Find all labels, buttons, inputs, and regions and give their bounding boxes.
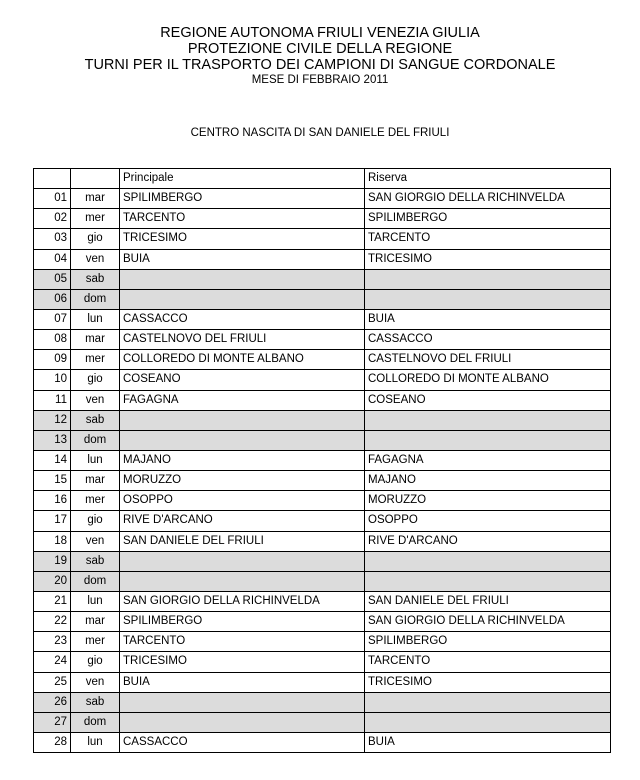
weekday-cell: ven [71,531,120,551]
weekday-cell: dom [71,712,120,732]
riserva-cell: RIVE D'ARCANO [365,531,611,551]
table-row [34,571,611,591]
day-cell: 17 [34,511,71,531]
principale-cell [120,692,365,712]
principale-cell: MORUZZO [120,471,365,491]
weekday-cell: sab [71,410,120,430]
day-cell: 06 [34,289,71,309]
day-cell: 02 [34,209,71,229]
day-cell: 26 [34,692,71,712]
table-row [34,269,611,289]
weekday-cell: ven [71,390,120,410]
table-row [34,692,611,712]
riserva-cell [365,410,611,430]
riserva-cell: SPILIMBERGO [365,209,611,229]
weekday-cell: mar [71,330,120,350]
riserva-cell [365,430,611,450]
table-row [34,551,611,571]
principale-cell [120,269,365,289]
day-cell: 20 [34,571,71,591]
principale-cell [120,571,365,591]
principale-cell: COSEANO [120,370,365,390]
day-cell: 21 [34,591,71,611]
day-cell: 16 [34,491,71,511]
weekday-cell: lun [71,309,120,329]
table-row [34,390,611,410]
table-row [34,410,611,430]
principale-cell: SPILIMBERGO [120,612,365,632]
weekday-cell: sab [71,551,120,571]
table-row [34,591,611,611]
weekday-cell: sab [71,692,120,712]
principale-cell: COLLOREDO DI MONTE ALBANO [120,350,365,370]
weekday-cell: ven [71,249,120,269]
day-cell: 12 [34,410,71,430]
day-cell: 24 [34,652,71,672]
riserva-cell: CASSACCO [365,330,611,350]
day-cell: 28 [34,732,71,752]
weekday-cell: dom [71,571,120,591]
table-row [34,370,611,390]
header-region: REGIONE AUTONOMA FRIULI VENEZIA GIULIA [160,25,480,41]
riserva-cell: SAN GIORGIO DELLA RICHINVELDA [365,612,611,632]
header-day [34,169,71,189]
riserva-cell [365,692,611,712]
riserva-cell: CASTELNOVO DEL FRIULI [365,350,611,370]
principale-cell [120,289,365,309]
weekday-cell: gio [71,229,120,249]
riserva-cell: COSEANO [365,390,611,410]
principale-cell: TARCENTO [120,632,365,652]
table-row [34,652,611,672]
principale-cell: BUIA [120,672,365,692]
weekday-cell: mer [71,491,120,511]
day-cell: 23 [34,632,71,652]
principale-cell: RIVE D'ARCANO [120,511,365,531]
riserva-cell: FAGAGNA [365,450,611,470]
table-row [34,209,611,229]
principale-cell: MAJANO [120,450,365,470]
riserva-cell: COLLOREDO DI MONTE ALBANO [365,370,611,390]
day-cell: 22 [34,612,71,632]
table-row [34,672,611,692]
table-row [34,712,611,732]
table-row [34,450,611,470]
principale-cell [120,712,365,732]
day-cell: 25 [34,672,71,692]
day-cell: 14 [34,450,71,470]
day-cell: 09 [34,350,71,370]
weekday-cell: ven [71,672,120,692]
day-cell: 13 [34,430,71,450]
day-cell: 05 [34,269,71,289]
day-cell: 01 [34,189,71,209]
table-row [34,189,611,209]
weekday-cell: mar [71,189,120,209]
principale-cell: SAN GIORGIO DELLA RICHINVELDA [120,591,365,611]
principale-cell [120,551,365,571]
day-cell: 18 [34,531,71,551]
weekday-cell: sab [71,269,120,289]
table-row [34,249,611,269]
header-month: MESE DI FEBBRAIO 2011 [251,74,389,86]
table-row [34,471,611,491]
principale-cell: BUIA [120,249,365,269]
table-row [34,612,611,632]
table-row [34,229,611,249]
riserva-cell: SAN GIORGIO DELLA RICHINVELDA [365,189,611,209]
header-weekday [71,169,120,189]
weekday-cell: lun [71,450,120,470]
day-cell: 03 [34,229,71,249]
table-row [34,511,611,531]
weekday-cell: lun [71,732,120,752]
table-row [34,430,611,450]
principale-cell [120,410,365,430]
riserva-cell: TRICESIMO [365,249,611,269]
riserva-cell: BUIA [365,309,611,329]
day-cell: 04 [34,249,71,269]
header-riserva: Riserva [365,169,611,189]
riserva-cell: MORUZZO [365,491,611,511]
table-row [34,309,611,329]
riserva-cell [365,289,611,309]
principale-cell: OSOPPO [120,491,365,511]
riserva-cell: SPILIMBERGO [365,632,611,652]
riserva-cell: MAJANO [365,471,611,491]
header-title: TURNI PER IL TRASPORTO DEI CAMPIONI DI SANGUE CORDONALE [84,57,556,73]
riserva-cell: TARCENTO [365,229,611,249]
riserva-cell: TRICESIMO [365,672,611,692]
riserva-cell: BUIA [365,732,611,752]
riserva-cell: OSOPPO [365,511,611,531]
riserva-cell [365,712,611,732]
day-cell: 11 [34,390,71,410]
principale-cell [120,430,365,450]
day-cell: 15 [34,471,71,491]
table-row [34,330,611,350]
table-row [34,491,611,511]
day-cell: 08 [34,330,71,350]
riserva-cell [365,571,611,591]
riserva-cell [365,551,611,571]
principale-cell: TARCENTO [120,209,365,229]
principale-cell: CASTELNOVO DEL FRIULI [120,330,365,350]
principale-cell: SPILIMBERGO [120,189,365,209]
document-header [0,25,640,87]
table-row [34,350,611,370]
table-row [34,289,611,309]
principale-cell: TRICESIMO [120,652,365,672]
weekday-cell: lun [71,591,120,611]
riserva-cell [365,269,611,289]
weekday-cell: gio [71,370,120,390]
principale-cell: TRICESIMO [120,229,365,249]
weekday-cell: dom [71,289,120,309]
weekday-cell: mer [71,209,120,229]
table-header-row [34,169,611,189]
weekday-cell: dom [71,430,120,450]
principale-cell: FAGAGNA [120,390,365,410]
principale-cell: CASSACCO [120,309,365,329]
schedule-table [33,168,611,753]
day-cell: 19 [34,551,71,571]
riserva-cell: TARCENTO [365,652,611,672]
weekday-cell: mer [71,632,120,652]
centre-title: CENTRO NASCITA DI SAN DANIELE DEL FRIULI [190,127,450,139]
riserva-cell: SAN DANIELE DEL FRIULI [365,591,611,611]
day-cell: 07 [34,309,71,329]
weekday-cell: gio [71,511,120,531]
weekday-cell: mar [71,612,120,632]
weekday-cell: gio [71,652,120,672]
principale-cell: SAN DANIELE DEL FRIULI [120,531,365,551]
day-cell: 10 [34,370,71,390]
table-row [34,732,611,752]
header-department: PROTEZIONE CIVILE DELLA REGIONE [187,41,453,57]
table-row [34,531,611,551]
principale-cell: CASSACCO [120,732,365,752]
table-row [34,632,611,652]
day-cell: 27 [34,712,71,732]
weekday-cell: mer [71,350,120,370]
header-principale: Principale [120,169,365,189]
weekday-cell: mar [71,471,120,491]
